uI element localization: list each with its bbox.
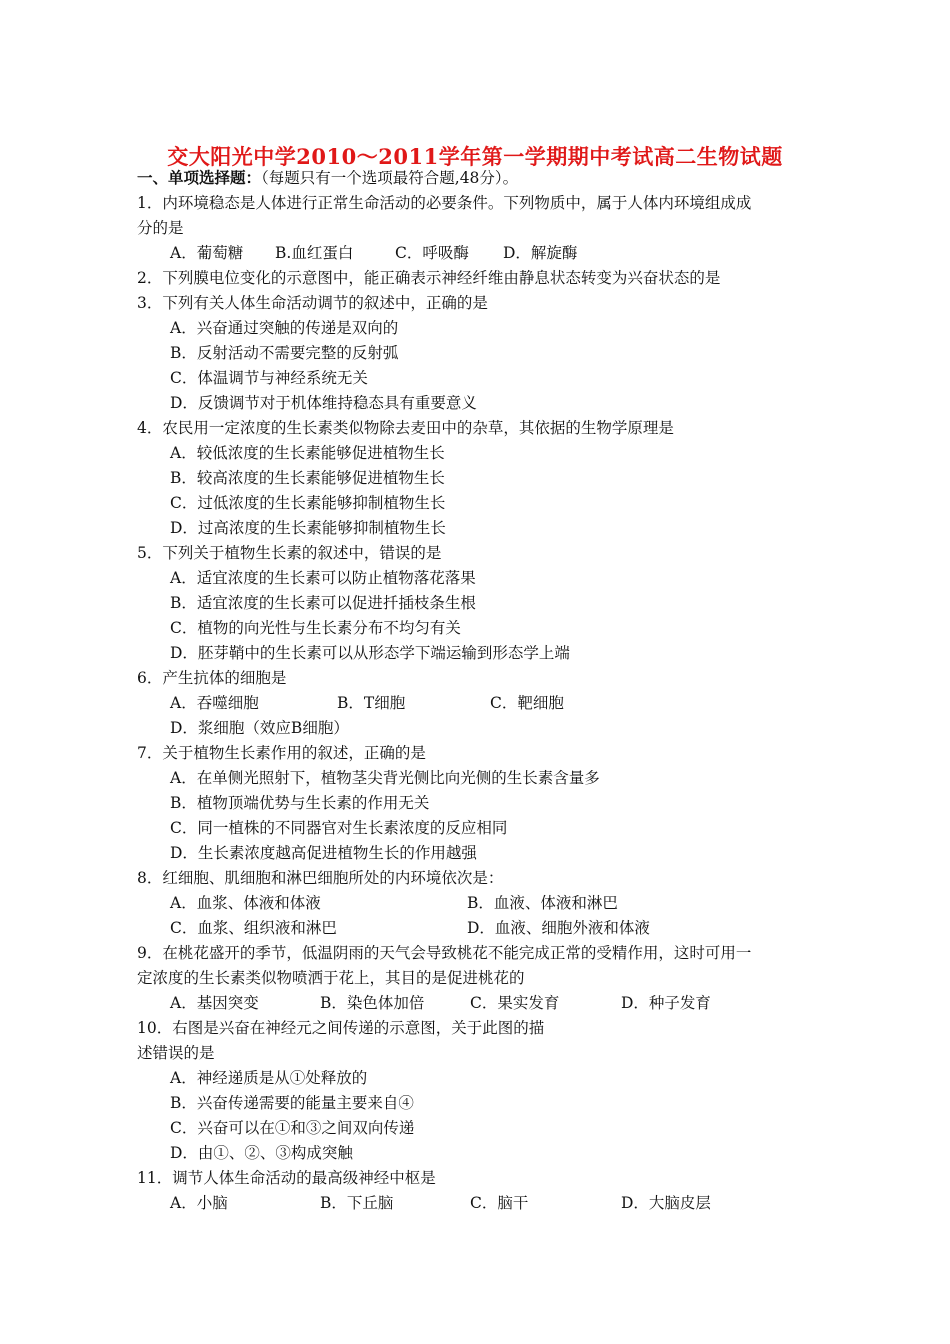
question-11-option-a: A．小脑	[170, 1194, 228, 1212]
question-5-option-d: D．胚芽鞘中的生长素可以从形态学下端运输到形态学上端	[170, 644, 570, 662]
question-11-option-b: B．下丘脑	[320, 1194, 394, 1212]
question-10-option-a: A．神经递质是从①处释放的	[170, 1069, 368, 1087]
question-7-option-c: C．同一植株的不同器官对生长素浓度的反应相同	[170, 819, 508, 837]
question-8-option-c: C．血浆、组织液和淋巴	[170, 919, 337, 937]
question-3-option-b: B．反射活动不需要完整的反射弧	[170, 344, 399, 362]
question-6-stem: 6．产生抗体的细胞是	[137, 669, 287, 687]
question-9-stem-cont: 定浓度的生长素类似物喷洒于花上，其目的是促进桃花的	[137, 969, 525, 987]
question-4-option-a: A．较低浓度的生长素能够促进植物生长	[170, 444, 445, 462]
question-7-option-d: D．生长素浓度越高促进植物生长的作用越强	[170, 844, 477, 862]
question-10-option-d: D．由①、②、③构成突触	[170, 1144, 353, 1162]
question-5-option-c: C．植物的向光性与生长素分布不均匀有关	[170, 619, 461, 637]
question-1-option-a: A．葡萄糖	[170, 244, 244, 262]
question-5-option-a: A．适宜浓度的生长素可以防止植物落花落果	[170, 569, 476, 587]
question-8-option-a: A．血浆、体液和体液	[170, 894, 321, 912]
question-9-option-d: D．种子发育	[621, 994, 711, 1012]
question-7-option-b: B．植物顶端优势与生长素的作用无关	[170, 794, 430, 812]
question-9-option-c: C．果实发育	[470, 994, 560, 1012]
question-3-stem: 3．下列有关人体生命活动调节的叙述中，正确的是	[137, 294, 488, 312]
question-6-option-c: C．靶细胞	[490, 694, 564, 712]
section-header	[137, 168, 518, 188]
question-4-stem: 4．农民用一定浓度的生长素类似物除去麦田中的杂草，其依据的生物学原理是	[137, 419, 674, 437]
question-9-option-a: A．基因突变	[170, 994, 259, 1012]
question-10-option-c: C．兴奋可以在①和③之间双向传递	[170, 1119, 415, 1137]
question-1-stem-cont: 分的是	[137, 219, 184, 237]
question-10-option-b: B．兴奋传递需要的能量主要来自④	[170, 1094, 414, 1112]
section-note: （每题只有一个选项最符合题,48分）。	[261, 169, 519, 187]
question-3-option-a: A．兴奋通过突触的传递是双向的	[170, 319, 399, 337]
question-11-option-c: C．脑干	[470, 1194, 529, 1212]
question-5-stem: 5．下列关于植物生长素的叙述中，错误的是	[137, 544, 442, 562]
section-label: 一、单项选择题：	[137, 168, 262, 187]
question-9-option-b: B．染色体加倍	[320, 994, 425, 1012]
question-6-option-a: A．吞噬细胞	[170, 694, 259, 712]
question-6-option-b: B．T细胞	[337, 694, 406, 712]
page-title: 交大阳光中学2010～2011学年第一学期期中考试高二生物试题	[167, 144, 783, 169]
question-1-option-c: C．呼吸酶	[395, 244, 469, 262]
question-8-option-b: B．血液、体液和淋巴	[467, 894, 618, 912]
question-5-option-b: B．适宜浓度的生长素可以促进扦插枝条生根	[170, 594, 476, 612]
question-1-stem: 1．内环境稳态是人体进行正常生命活动的必要条件。下列物质中，属于人体内环境组成成	[137, 194, 752, 212]
question-4-option-d: D．过高浓度的生长素能够抑制植物生长	[170, 519, 446, 537]
question-3-option-c: C．体温调节与神经系统无关	[170, 369, 368, 387]
question-3-option-d: D．反馈调节对于机体维持稳态具有重要意义	[170, 394, 477, 412]
question-10-stem-cont: 述错误的是	[137, 1044, 215, 1062]
question-4-option-b: B．较高浓度的生长素能够促进植物生长	[170, 469, 445, 487]
question-1-option-b: B.血红蛋白	[275, 244, 354, 262]
question-7-stem: 7．关于植物生长素作用的叙述，正确的是	[137, 744, 426, 762]
question-1-option-d: D．解旋酶	[503, 244, 578, 262]
question-8-stem: 8．红细胞、肌细胞和淋巴细胞所处的内环境依次是：	[137, 869, 504, 887]
question-7-option-a: A．在单侧光照射下，植物茎尖背光侧比向光侧的生长素含量多	[170, 769, 600, 787]
question-2-stem: 2．下列膜电位变化的示意图中，能正确表示神经纤维由静息状态转变为兴奋状态的是	[137, 269, 721, 287]
question-8-option-d: D．血液、细胞外液和体液	[467, 919, 650, 937]
question-11-option-d: D．大脑皮层	[621, 1194, 711, 1212]
question-6-option-d: D．浆细胞（效应B细胞）	[170, 719, 349, 737]
question-10-stem: 10．右图是兴奋在神经元之间传递的示意图，关于此图的描	[137, 1019, 545, 1037]
question-4-option-c: C．过低浓度的生长素能够抑制植物生长	[170, 494, 446, 512]
question-11-stem: 11．调节人体生命活动的最高级神经中枢是	[137, 1169, 436, 1187]
question-9-stem: 9．在桃花盛开的季节，低温阴雨的天气会导致桃花不能完成正常的受精作用，这时可用一	[137, 944, 752, 962]
